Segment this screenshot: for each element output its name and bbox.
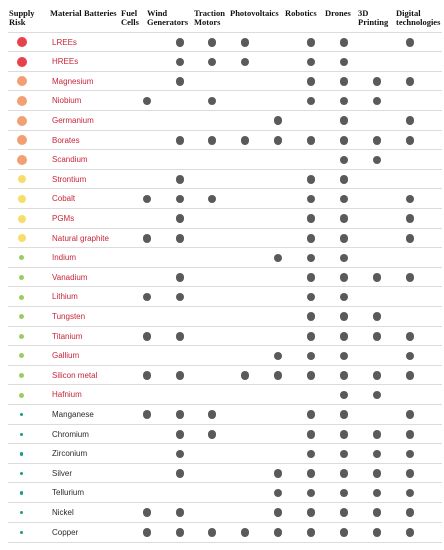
supply-risk-indicator xyxy=(20,433,24,437)
table-row xyxy=(8,247,442,268)
material-name: LREEs xyxy=(52,37,77,47)
usage-dot xyxy=(208,528,217,537)
usage-dot xyxy=(373,430,382,439)
usage-dot xyxy=(340,58,349,67)
material-name: Cobalt xyxy=(52,194,76,204)
usage-dot xyxy=(340,156,349,165)
usage-dot xyxy=(274,254,283,263)
table-row xyxy=(8,443,442,464)
usage-dot xyxy=(340,116,349,125)
supply-risk-indicator xyxy=(17,155,27,165)
usage-dot xyxy=(307,254,316,263)
usage-dot xyxy=(176,77,185,86)
usage-dot xyxy=(143,508,152,517)
table-row xyxy=(8,228,442,249)
table-row xyxy=(8,267,442,288)
usage-dot xyxy=(176,234,185,243)
usage-dot xyxy=(307,489,316,498)
supply-risk-indicator xyxy=(20,531,24,535)
usage-dot xyxy=(406,116,415,125)
usage-dot xyxy=(406,136,415,145)
usage-dot xyxy=(340,410,349,419)
supply-risk-indicator xyxy=(17,116,27,126)
supply-risk-indicator xyxy=(19,334,24,339)
usage-dot xyxy=(241,136,250,145)
table-row xyxy=(8,51,442,72)
table-row xyxy=(8,286,442,307)
table-row xyxy=(8,149,442,170)
usage-dot xyxy=(143,293,152,302)
usage-dot xyxy=(406,195,415,204)
supply-risk-indicator xyxy=(20,413,24,417)
material-name: PGMs xyxy=(52,213,75,223)
usage-dot xyxy=(176,58,185,67)
table-row xyxy=(8,32,442,53)
usage-dot xyxy=(340,528,349,537)
usage-dot xyxy=(176,528,185,537)
supply-risk-indicator xyxy=(20,472,24,476)
usage-dot xyxy=(307,469,316,478)
usage-dot xyxy=(176,214,185,223)
usage-dot xyxy=(143,97,152,106)
usage-dot xyxy=(340,450,349,459)
usage-dot xyxy=(340,273,349,282)
usage-dot xyxy=(406,450,415,459)
usage-dot xyxy=(176,175,185,184)
header-batteries: Batteries xyxy=(84,8,117,18)
usage-dot xyxy=(340,175,349,184)
usage-dot xyxy=(307,293,316,302)
usage-dot xyxy=(340,214,349,223)
usage-dot xyxy=(307,58,316,67)
usage-dot xyxy=(143,528,152,537)
usage-dot xyxy=(406,489,415,498)
usage-dot xyxy=(307,97,316,106)
supply-risk-indicator xyxy=(18,195,26,203)
supply-risk-indicator xyxy=(20,511,24,515)
material-name: Hafnium xyxy=(52,390,82,400)
usage-dot xyxy=(340,312,349,321)
usage-dot xyxy=(373,450,382,459)
usage-dot xyxy=(176,293,185,302)
usage-dot xyxy=(307,234,316,243)
usage-dot xyxy=(208,410,217,419)
usage-dot xyxy=(176,469,185,478)
usage-dot xyxy=(373,77,382,86)
material-name: Zirconium xyxy=(52,449,88,459)
table-row xyxy=(8,424,442,445)
table-row xyxy=(8,384,442,405)
table-row xyxy=(8,482,442,503)
usage-dot xyxy=(373,136,382,145)
usage-dot xyxy=(406,38,415,47)
header-supply-risk: Supply Risk xyxy=(9,8,35,27)
header-traction-motors: Traction Motors xyxy=(194,8,226,27)
supply-risk-indicator xyxy=(20,491,24,495)
header-photovoltaics: Photovoltaics xyxy=(230,8,279,18)
material-name: Titanium xyxy=(52,331,83,341)
usage-dot xyxy=(340,97,349,106)
table-row xyxy=(8,522,442,544)
usage-dot xyxy=(241,58,250,67)
usage-dot xyxy=(373,97,382,106)
usage-dot xyxy=(274,136,283,145)
usage-dot xyxy=(274,116,283,125)
material-name: Nickel xyxy=(52,507,74,517)
usage-dot xyxy=(340,508,349,517)
usage-dot xyxy=(406,273,415,282)
header-material: Material xyxy=(50,8,82,18)
table-row xyxy=(8,71,442,92)
material-name: Scandium xyxy=(52,155,88,165)
usage-dot xyxy=(307,450,316,459)
usage-dot xyxy=(406,528,415,537)
usage-dot xyxy=(340,430,349,439)
usage-dot xyxy=(373,489,382,498)
material-name: Chromium xyxy=(52,429,89,439)
usage-dot xyxy=(373,528,382,537)
usage-dot xyxy=(307,312,316,321)
usage-dot xyxy=(274,508,283,517)
usage-dot xyxy=(176,450,185,459)
header-drones: Drones xyxy=(325,8,351,18)
usage-dot xyxy=(307,430,316,439)
usage-dot xyxy=(373,371,382,380)
material-name: Natural graphite xyxy=(52,233,109,243)
table-row xyxy=(8,110,442,131)
usage-dot xyxy=(307,214,316,223)
usage-dot xyxy=(274,469,283,478)
usage-dot xyxy=(176,38,185,47)
material-name: Silver xyxy=(52,468,73,478)
usage-dot xyxy=(340,195,349,204)
material-name: HREEs xyxy=(52,57,79,67)
usage-dot xyxy=(307,38,316,47)
supply-risk-indicator xyxy=(19,275,24,280)
usage-dot xyxy=(307,77,316,86)
usage-dot xyxy=(176,332,185,341)
material-name: Magnesium xyxy=(52,76,94,86)
supply-risk-indicator xyxy=(19,255,24,260)
supply-risk-indicator xyxy=(18,234,26,242)
usage-dot xyxy=(373,469,382,478)
usage-dot xyxy=(406,508,415,517)
supply-risk-indicator xyxy=(17,76,27,86)
supply-risk-indicator xyxy=(18,215,26,223)
header-digital-technologies: Digital technologies xyxy=(396,8,441,27)
material-name: Lithium xyxy=(52,292,78,302)
table-row xyxy=(8,345,442,366)
usage-dot xyxy=(340,332,349,341)
usage-dot xyxy=(307,508,316,517)
usage-dot xyxy=(176,273,185,282)
supply-risk-indicator xyxy=(17,37,27,47)
usage-dot xyxy=(340,254,349,263)
usage-dot xyxy=(307,273,316,282)
supply-risk-indicator xyxy=(20,452,24,456)
usage-dot xyxy=(208,58,217,67)
usage-dot xyxy=(373,156,382,165)
material-name: Germanium xyxy=(52,115,94,125)
usage-dot xyxy=(143,234,152,243)
usage-dot xyxy=(340,77,349,86)
usage-dot xyxy=(406,430,415,439)
header-3d-printing: 3D Printing xyxy=(358,8,389,27)
usage-dot xyxy=(307,528,316,537)
usage-dot xyxy=(176,410,185,419)
supply-risk-indicator xyxy=(18,175,26,183)
usage-dot xyxy=(143,371,152,380)
table-row xyxy=(8,502,442,523)
usage-dot xyxy=(274,352,283,361)
usage-dot xyxy=(406,352,415,361)
usage-dot xyxy=(241,528,250,537)
usage-dot xyxy=(340,391,349,400)
usage-dot xyxy=(373,391,382,400)
usage-dot xyxy=(373,332,382,341)
usage-dot xyxy=(406,371,415,380)
usage-dot xyxy=(340,38,349,47)
material-name: Gallium xyxy=(52,351,80,361)
usage-dot xyxy=(340,489,349,498)
usage-dot xyxy=(307,371,316,380)
usage-dot xyxy=(340,136,349,145)
supply-risk-indicator xyxy=(17,96,27,106)
usage-dot xyxy=(307,195,316,204)
usage-dot xyxy=(274,528,283,537)
table-row xyxy=(8,130,442,151)
supply-risk-indicator xyxy=(19,373,24,378)
table-row xyxy=(8,90,442,111)
usage-dot xyxy=(373,273,382,282)
material-name: Strontium xyxy=(52,174,87,184)
usage-dot xyxy=(143,410,152,419)
table-row xyxy=(8,326,442,347)
usage-dot xyxy=(208,430,217,439)
material-name: Borates xyxy=(52,135,80,145)
usage-dot xyxy=(307,136,316,145)
usage-dot xyxy=(340,352,349,361)
usage-dot xyxy=(176,508,185,517)
usage-dot xyxy=(406,410,415,419)
table-row xyxy=(8,169,442,190)
material-name: Copper xyxy=(52,527,79,537)
usage-dot xyxy=(208,38,217,47)
usage-dot xyxy=(307,352,316,361)
usage-dot xyxy=(307,332,316,341)
usage-dot xyxy=(274,371,283,380)
header-robotics: Robotics xyxy=(285,8,317,18)
usage-dot xyxy=(143,332,152,341)
usage-dot xyxy=(406,332,415,341)
usage-dot xyxy=(406,77,415,86)
usage-dot xyxy=(340,371,349,380)
table-row xyxy=(8,208,442,229)
material-name: Tellurium xyxy=(52,488,85,498)
usage-dot xyxy=(307,175,316,184)
supply-risk-indicator xyxy=(19,393,24,398)
usage-dot xyxy=(406,234,415,243)
material-name: Vanadium xyxy=(52,272,88,282)
usage-dot xyxy=(143,195,152,204)
supply-risk-indicator xyxy=(17,57,27,67)
usage-dot xyxy=(373,312,382,321)
usage-dot xyxy=(340,293,349,302)
header-wind-generators: Wind Generators xyxy=(147,8,189,27)
usage-dot xyxy=(176,136,185,145)
table-row xyxy=(8,188,442,209)
usage-dot xyxy=(340,469,349,478)
supply-risk-indicator xyxy=(19,314,24,319)
usage-dot xyxy=(340,234,349,243)
usage-dot xyxy=(373,508,382,517)
material-name: Indium xyxy=(52,253,77,263)
usage-dot xyxy=(208,195,217,204)
usage-dot xyxy=(406,214,415,223)
material-name: Tungsten xyxy=(52,311,86,321)
usage-dot xyxy=(406,469,415,478)
header-fuel-cells: Fuel Cells xyxy=(121,8,139,27)
supply-risk-indicator xyxy=(19,353,24,358)
usage-dot xyxy=(208,136,217,145)
usage-dot xyxy=(208,97,217,106)
material-name: Silicon metal xyxy=(52,370,98,380)
material-name: Manganese xyxy=(52,409,94,419)
table-row xyxy=(8,306,442,327)
table-row xyxy=(8,365,442,386)
material-name: Niobium xyxy=(52,96,82,106)
usage-dot xyxy=(176,371,185,380)
usage-dot xyxy=(241,38,250,47)
usage-dot xyxy=(176,195,185,204)
usage-dot xyxy=(274,489,283,498)
supply-risk-indicator xyxy=(17,135,27,145)
usage-dot xyxy=(176,430,185,439)
table-row xyxy=(8,463,442,484)
supply-risk-indicator xyxy=(19,295,24,300)
table-row xyxy=(8,404,442,425)
usage-dot xyxy=(241,371,250,380)
usage-dot xyxy=(307,410,316,419)
